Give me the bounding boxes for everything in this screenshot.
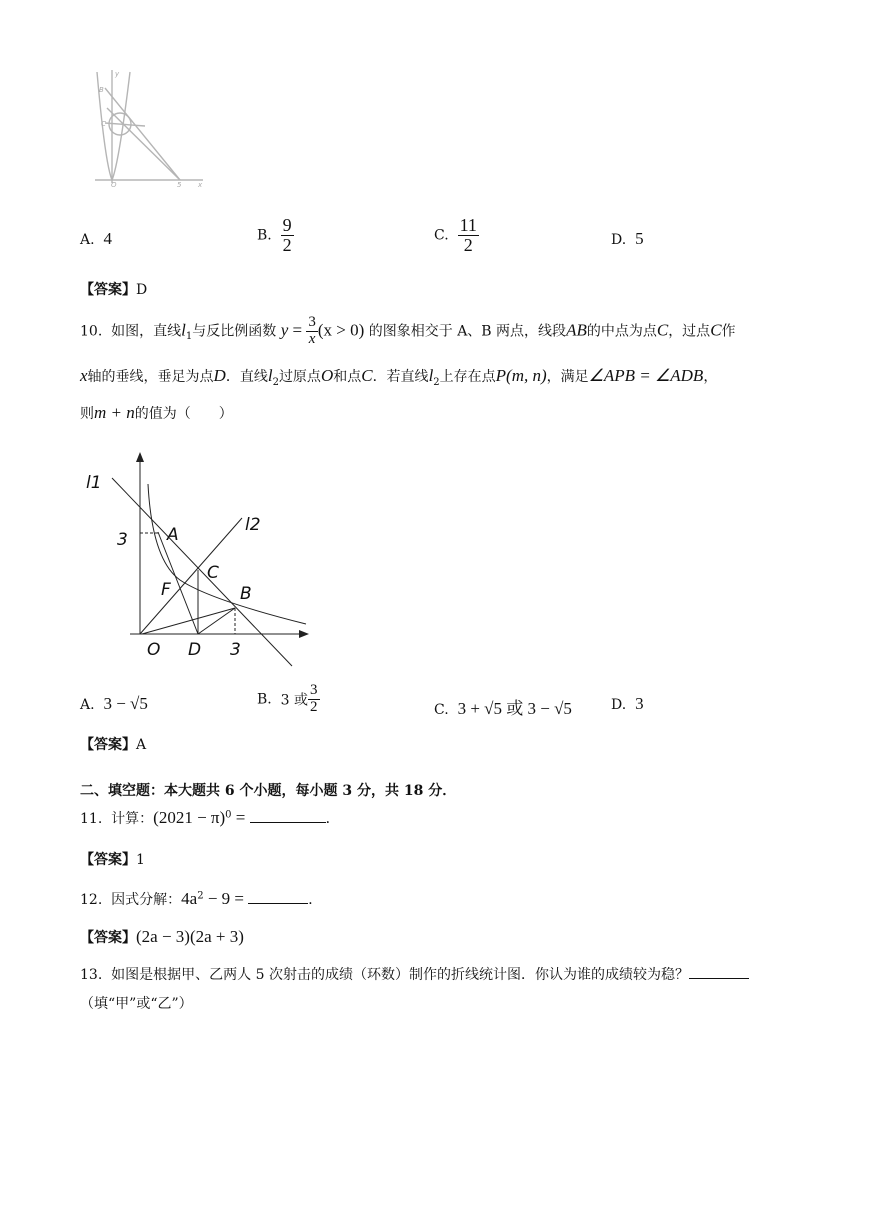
- svg-text:B: B: [99, 86, 104, 94]
- q10-option-c: C. 3 + √5 或 3 − √5: [434, 699, 572, 718]
- q11-blank[interactable]: [250, 808, 326, 823]
- q11: 11. 计算：$(2021 - \pi)^0$ = ．: [80, 808, 340, 827]
- label-B: B: [240, 584, 252, 604]
- q9-option-d: D. 5: [611, 229, 644, 248]
- label-C: C: [207, 563, 219, 583]
- section-heading: 二、填空题：本大题共 6 个小题，每小题 3 分，共 18 分．: [80, 783, 457, 799]
- label-3-x: 3: [230, 640, 241, 660]
- q13-line2: （填“甲”或“乙”）: [80, 996, 193, 1012]
- q10-option-d: D. 3: [611, 694, 644, 713]
- q12: 12. 因式分解：$4a^2 - 9$ = ．: [80, 889, 323, 908]
- q13-line1: 13. 如图是根据甲、乙两人 5 次射击的成绩（环数）制作的折线统计图．你认为谁的成绩较为稳？: [80, 964, 749, 984]
- q10-line1: 10. 如图，直线$l_1$与反比例函数 y = $\frac{3}{x}$ (x > 0) 的图象相交于 A、B 两点，线段AB的中点为点C，过点C作: [80, 314, 736, 347]
- svg-text:O: O: [111, 181, 117, 189]
- q12-blank[interactable]: [248, 889, 308, 904]
- q9-option-a: A. 4: [80, 229, 112, 248]
- svg-text:x: x: [198, 181, 203, 189]
- q13-blank[interactable]: [689, 964, 749, 979]
- label-l1: l1: [86, 473, 102, 493]
- q10-line3: 则m + n的值为（ ）: [80, 403, 233, 422]
- label-l2: l2: [245, 515, 261, 535]
- q10-option-b: B. 3 或 $\frac{3}{2}$: [257, 682, 318, 715]
- q9-option-b: B. $\frac{9}{2}$: [257, 215, 292, 255]
- label-D: D: [188, 640, 202, 660]
- q10-option-a: A. 3 − √5: [80, 694, 148, 713]
- q9-answer: 【答案】D: [80, 282, 148, 298]
- label-O: O: [147, 640, 161, 660]
- q10-line2: x轴的垂线，垂足为点D．直线$l_2$过原点O和点C．若直线$l_2$上存在点P(m, n)，满足∠APB = ∠ADB，: [80, 366, 718, 388]
- q11-answer: 【答案】1: [80, 852, 145, 868]
- label-A: A: [167, 525, 179, 545]
- svg-text:y: y: [115, 70, 120, 78]
- q9-option-c: C. $\frac{11}{2}$: [434, 215, 477, 255]
- q10-figure: [80, 450, 320, 670]
- label-F: F: [161, 580, 171, 600]
- svg-text:5: 5: [177, 181, 182, 189]
- q12-answer: 【答案】(2a − 3)(2a + 3): [80, 927, 244, 946]
- q9-figure: [85, 68, 210, 193]
- q10-answer: 【答案】A: [80, 737, 147, 753]
- svg-text:C: C: [101, 120, 106, 128]
- label-3-y: 3: [117, 530, 128, 550]
